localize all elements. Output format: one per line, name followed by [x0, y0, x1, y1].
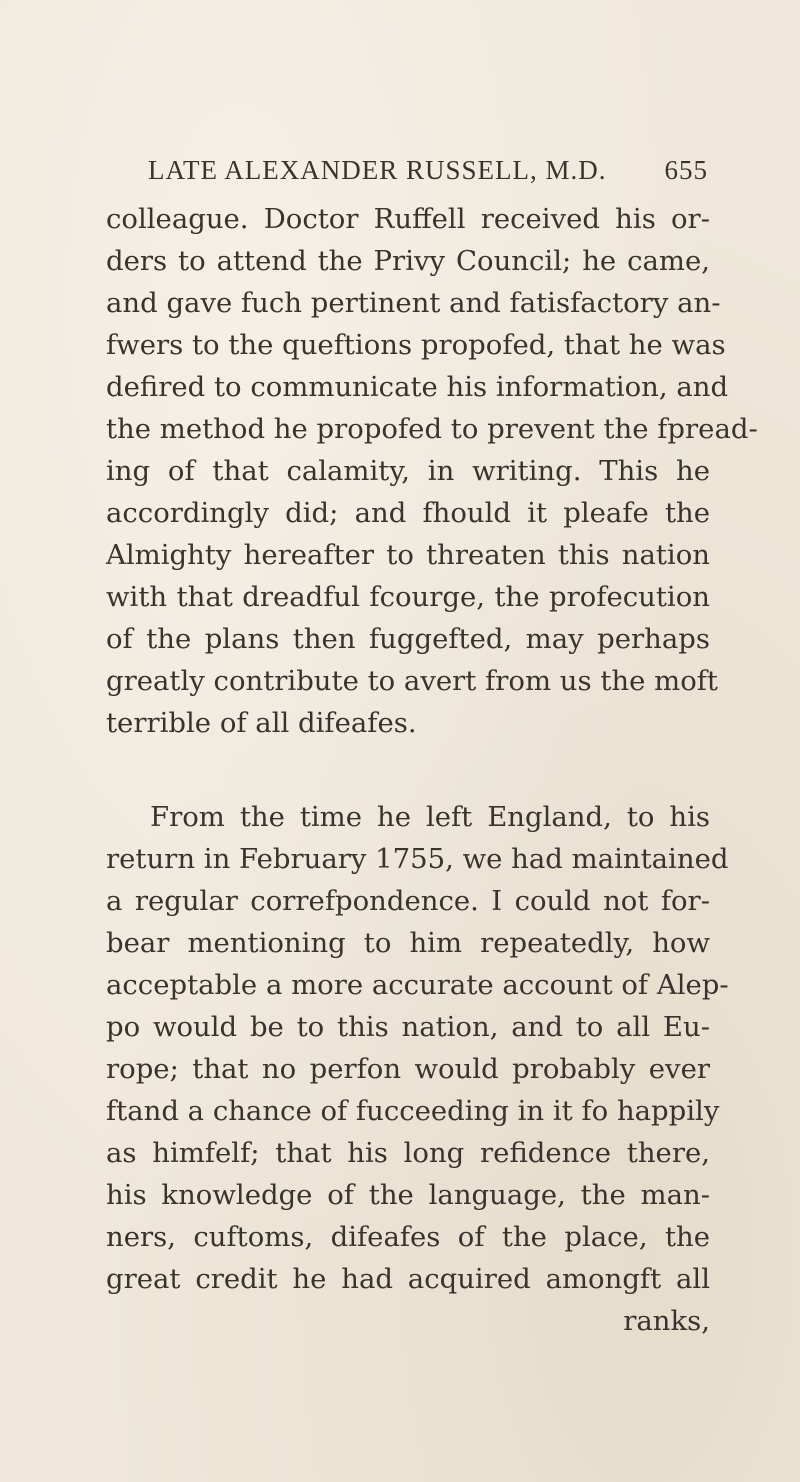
text-line: po would be to this nation, and to all Eu- [106, 1011, 710, 1043]
text-line: rope; that no perfon would probably ever [106, 1053, 710, 1085]
catchword: ranks, [623, 1305, 710, 1337]
text-line: From the time he left England, to his [150, 801, 710, 833]
text-line: great credit he had acquired amongft all [106, 1263, 710, 1295]
text-line: of the plans then fuggefted, may perhaps [106, 623, 710, 655]
running-head [148, 155, 708, 186]
text-line: a regular correfpondence. I could not for- [106, 885, 710, 917]
text-line: return in February 1755, we had maintained [106, 843, 729, 875]
text-line: bear mentioning to him repeatedly, how [106, 927, 710, 959]
text-line: accordingly did; and fhould it pleafe the [106, 497, 710, 529]
paragraph-gap [106, 744, 710, 796]
text-line: the method he propofed to prevent the fpread- [106, 413, 758, 445]
page-number: 655 [664, 155, 708, 185]
text-line: ders to attend the Privy Council; he came, [106, 245, 710, 277]
text-line: ners, cuftoms, difeafes of the place, the [106, 1221, 710, 1253]
text-line: his knowledge of the language, the man- [106, 1179, 710, 1211]
paragraph-2 [106, 796, 729, 1300]
paragraph-1 [106, 198, 758, 744]
running-title: LATE ALEXANDER RUSSELL, M.D. [148, 155, 607, 185]
text-line: ing of that calamity, in writing. This he [106, 455, 710, 487]
text-line: colleague. Doctor Ruffell received his or- [106, 203, 710, 235]
text-line: ftand a chance of fucceeding in it fo happily [106, 1095, 720, 1127]
text-line: as himfelf; that his long refidence there, [106, 1137, 710, 1169]
body-text [106, 198, 758, 1342]
text-line: fwers to the queftions propofed, that he was [106, 329, 726, 361]
text-line: with that dreadful fcourge, the profecution [106, 581, 710, 613]
text-line: acceptable a more accurate account of Alep- [106, 969, 729, 1001]
text-line: terrible of all difeafes. [106, 707, 417, 739]
text-line: and gave fuch pertinent and fatisfactory an- [106, 287, 721, 319]
text-line: greatly contribute to avert from us the moft [106, 665, 718, 697]
text-line: defired to communicate his information, and [106, 371, 729, 403]
text-line: Almighty hereafter to threaten this nation [106, 539, 710, 571]
